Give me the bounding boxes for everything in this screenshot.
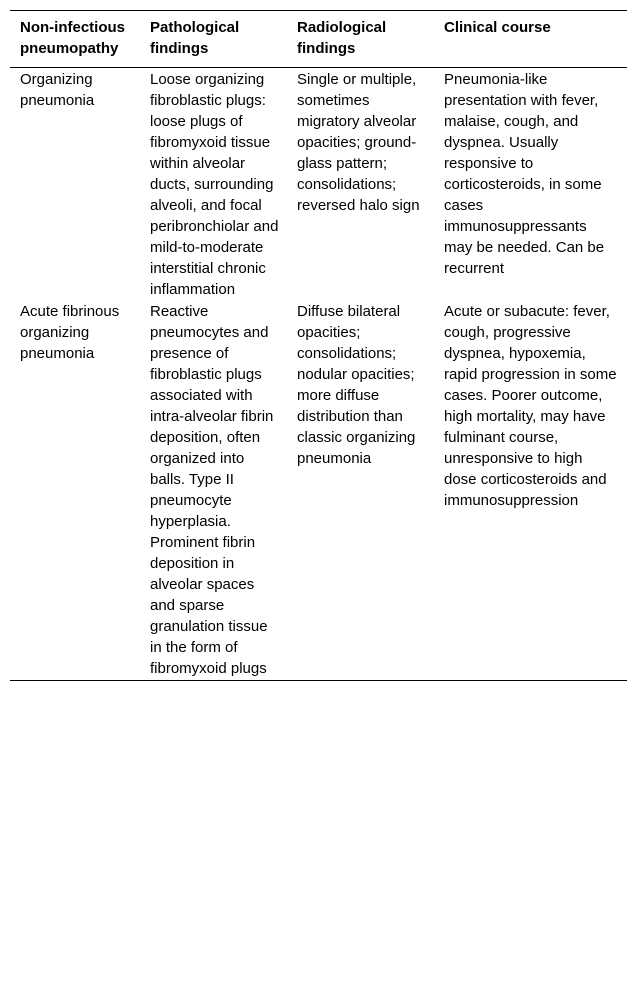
pneumopathy-table <box>10 10 627 681</box>
cell-clinical-course: Acute or subacute: fever, cough, progressive dyspnea, hypoxemia, rapid progression in some cases. Poorer outcome, high mortality, may have fulminant course, unresponsive to high dose corticosteroids and immunosuppression <box>444 303 617 509</box>
table-container <box>10 10 627 681</box>
header-row <box>10 11 627 68</box>
table-row <box>10 68 627 302</box>
header-clinical-course: Clinical course <box>444 19 551 36</box>
cell-pathological-findings: Reactive pneumocytes and presence of fibroblastic plugs associated with intra-alveolar fibrin deposition, often organized into balls. Type II pneumocyte hyperplasia. Prominent fibrin deposition in alveolar spaces and sparse granulation tissue in the form of fibromyxoid plugs <box>150 303 274 677</box>
cell-pneumopathy: Acute fibrinous organizing pneumonia <box>20 303 120 362</box>
table-body <box>10 68 627 681</box>
table-row <box>10 301 627 681</box>
header-pneumopathy: Non-infectious pneumopathy <box>20 19 125 57</box>
table-header <box>10 11 627 68</box>
header-radiological-findings: Radiological findings <box>297 19 387 57</box>
cell-pneumopathy: Organizing pneumonia <box>20 71 95 109</box>
cell-clinical-course: Pneumonia-like presentation with fever, malaise, cough, and dyspnea. Usually responsive to corticosteroids, in some cases immunosuppressants may be needed. Can be recurrent <box>444 71 605 277</box>
cell-pathological-findings: Loose organizing fibroblastic plugs: loose plugs of fibromyxoid tissue within alveolar ducts, surrounding alveoli, and focal peribronchiolar and mild-to-moderate interstitial chronic inflammation <box>150 71 279 298</box>
header-pathological-findings: Pathological findings <box>150 19 240 57</box>
cell-radiological-findings: Diffuse bilateral opacities; consolidations; nodular opacities; more diffuse distribution than classic organizing pneumonia <box>297 303 416 467</box>
cell-radiological-findings: Single or multiple, sometimes migratory alveolar opacities; ground-glass pattern; consolidations; reversed halo sign <box>297 71 420 214</box>
